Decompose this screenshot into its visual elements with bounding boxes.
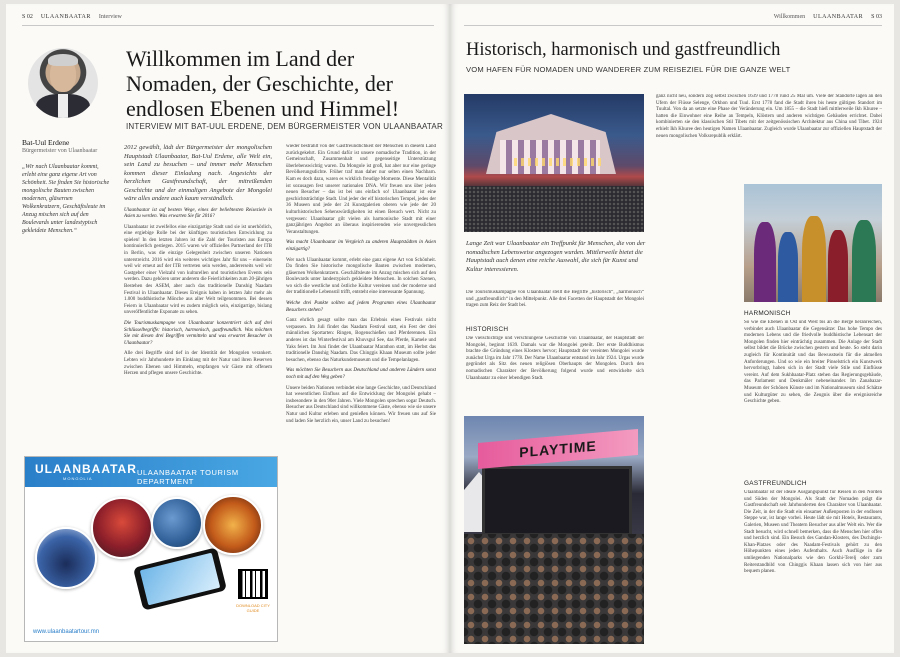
intro-paragraph: Die Tourismuskampagne von Ulaanbaatar stellt die Begriffe „historisch“, „harmonisch“ und „gastfreundlich“ in den Mittelpunkt. Alle drei Facetten der Hauptstadt der Mongolei tragen zum Reiz der Stadt bei.	[466, 290, 644, 309]
section-heading-historisch: HISTORISCH	[466, 326, 509, 333]
header-section: Interview	[98, 14, 122, 20]
historisch-paragraph: Die vielschichtige und verschlungene Geschichte von Ulaanbaatar, der Hauptstadt der Mongolei, beginnt 1639. Damals war die Mongolei geteilt. Der erste Buddhismus brachte die Gründung eines Klosters hervor; Hauptstadt der vereinten Mongolei wurde zunächst Urga im Jahr 1778. Der Name Ulaanbaatar entstand im Jahr 1924. Urgas wurde gegründet als Sitz des neuen religiösen Oberhaupts der Mongolen. Durch den nomadischen Charakter der Bevölkerung folgend wurde und entwickelte sich Ulaanbaatar zu einer lebendigen Stadt.	[466, 336, 644, 381]
ad-department: ULAANBAATAR TOURISM DEPARTMENT	[137, 468, 239, 486]
feature-subtitle: VOM HAFEN FÜR NOMADEN UND WANDERER ZUM REISEZIEL FÜR DIE GANZE WELT	[466, 65, 791, 74]
qr-code[interactable]	[238, 569, 268, 599]
page-number: S 02	[22, 14, 33, 20]
concert-photo	[464, 416, 644, 644]
theater-photo	[464, 94, 644, 232]
interview-answer: Wer nach Ulaanbaatar kommt, erlebt eine ganz eigene Art von Schönheit. Da finden Sie historische mongolische Bauten zwischen modernen, gläsernen Wolkenkratzern. Geschäftsleute im Anzug mischen sich auf den Boulevards unter landestypisch gekleidete Menschen. In solchen Szenen, wo sich die westliche und östliche Kultur vereinen und der moderne und der traditionelle Lebensstil trifft, entsteht eine interessante Spannung.	[286, 257, 436, 296]
tourism-advertisement[interactable]	[24, 456, 278, 642]
intro-text	[466, 290, 644, 314]
feature-title: Historisch, harmonisch und gastfreundlich	[466, 40, 781, 60]
qr-label: DOWNLOAD CITY GUIDE	[236, 603, 270, 613]
concert-banner-text: PLAYTIME	[478, 429, 638, 469]
ad-phone-graphic	[133, 547, 227, 610]
left-page-header	[22, 14, 122, 20]
interview-answer: Alle drei Begriffe sind tief in der Identität der Mongolen verankert. Lebten wir Jahrhunderte im Einklang mit der Natur und ihren Reserven zwischen Ebenen und Himmeln, empfangen wir Gäste mit offenem Herzen und pflegen unsere Geschichte.	[124, 351, 272, 377]
dancers-photo	[744, 184, 882, 302]
lead-paragraph: 2012 gewählt, lädt der Bürgermeister der mongolischen Hauptstadt Ulaanbaatar, Bat-Uul Erdene, alle Welt ein, sein Land zu besuchen – und immer mehr Menschen kommen dieser Einladung nach. Angesichts der herzlichen Gastfreundschaft, der mitreißenden Geschichte und der einmaligen Angebote der Mongolei wäre alles andere auch kaum verständlich.	[124, 144, 272, 202]
header-divider	[464, 25, 882, 26]
header-section: Willkommen	[773, 14, 806, 20]
interview-question: Die Tourismuskampagne von Ulaanbaatar konzentriert sich auf drei Schlüsselbegriffe: historisch, harmonisch, gastfreundlich. Was möchten Sie mit diesen drei Begriffen vermitteln und was erwartet Besucher in Ulaanbaatar?	[124, 321, 272, 346]
mayor-portrait	[28, 48, 98, 118]
right-page	[450, 4, 894, 653]
article-subtitle: INTERVIEW MIT BAT-UUL ERDENE, DEM BÜRGERMEISTER VON ULAANBAATAR	[126, 122, 443, 131]
ad-photo-temple	[203, 495, 263, 555]
ad-photo-culture	[91, 497, 153, 559]
page-number: S 03	[871, 14, 882, 20]
gastfreundlich-paragraph: Ulaanbaatar ist der ideale Ausgangspunkt für Reisen in den Norden und Süden der Mongolei. Als Stadt der Nomaden prägt die Gastfreundschaft seit Jahrhunderten den Charakter von Ulaanbaatar. Die Zeit, in der die Stadt ein einsamer Außenposten in der endlosen Steppe war, ist lange vorbei. Heute lädt sie mit Hotels, Restaurants, Galerien, Museen und Theatern Besucher aus aller Welt ein. Wer die Stadt besucht, wird schnell bemerken, dass die Menschen hier offen und herzlich sind. Ein Besuch des Gandan-Klosters, des Dschingis-Khan-Platzes oder des Naadam-Festivals gehört zu den Höhepunkten eines jeden Aufenthalts. Auch Ausflüge in die umliegenden Nationalparks wie den Gorkhi-Terelj oder zum Reiterstandbild von Chinggis Khaan lassen sich von hier aus bequem planen.	[744, 490, 882, 575]
magazine-spread	[6, 4, 894, 653]
ad-url[interactable]: www.ulaanbaatartour.mn	[33, 629, 100, 635]
ad-photo-person	[151, 497, 203, 549]
pull-quote: „Wir nach Ulaanbaatar kommt, erlebt eine ganz eigene Art von Schönheit. Sie finden Sie historische mongolische Bauten zwischen modernen, gläsernen Wolkenkratzern, Geschäftsleute im Anzug mischen sich auf den Boulevards unter landestypisch gekleidete Menschen.“	[22, 164, 110, 234]
interview-question: Ulaanbaatar ist auf bestem Wege, eines der beliebtesten Reiseziele in Asien zu werden. Was erwarten Sie für 2016?	[124, 207, 272, 220]
right-page-header	[774, 14, 882, 20]
article-column-2	[286, 144, 436, 644]
gastfreundlich-text	[744, 490, 882, 646]
ad-logo-sub: MONGOLIA	[63, 476, 93, 481]
harmonisch-text	[744, 320, 882, 470]
interviewee-name: Bat-Uul Erdene	[22, 138, 70, 147]
section-heading-harmonisch: HARMONISCH	[744, 310, 791, 317]
interview-question: Was macht Ulaanbaatar im Vergleich zu anderen Hauptstädten in Asien einzigartig?	[286, 240, 436, 252]
ad-logo: ULAANBAATAR	[35, 462, 137, 476]
historisch-text	[466, 336, 644, 408]
ad-photo-city	[35, 527, 97, 589]
photo-caption: Lange Zeit war Ulaanbaatar ein Treffpunkt für Menschen, die von der nomadischen Lebensweise angezogen wurden. Mittlerweile bietet die Hauptstadt auch denen eine reiche Auswahl, die sich für Kunst und Kultur interessieren.	[466, 240, 646, 273]
section-heading-gastfreundlich: GASTFREUNDLICH	[744, 480, 807, 487]
interview-answer: wieder bestrahlt von der Gastfreundlichkeit der Menschen in diesem Land zurückgekehrt. Ein Grund dafür ist unsere nomadische Tradition, in der Gemeinschaft, Zusammenhalt und gegenseitige Unterstützung überlebenswichtig waren. Da Mongole ist groß, hat aber nur eine geringe Bevölkerungsdichte. Früher traf man daher nur selten einen Nachbarn. Kam es doch dazu, waren es wirklich freudige Momente. Diese Mentalität ist sozusagen fest unserer nationalen DNA. Wir freuen uns über jeden neuen Besucher – das ist bei uns einfach so! Ulaanbaatar ist eine geschichtsträchtige Stadt. Und jeder der elf historischen Tempel, jedes der 36 Museen und jede der 24 Kunstgalerien oberen wie jede der 20 kulturhistorischen Sehenswürdigkeiten ist einen Besuch wert. Nicht zu vergessen: Ulaanbaatar gilt vielen als harmonische Stadt mit einer ganzjährigen Angebot an überaus inspirierenden wie unvergesslichen Veranstaltungen.	[286, 144, 436, 235]
article-column-1	[124, 144, 272, 444]
interview-question: Welche drei Punkte sollten auf jedem Programm eines Ulaanbaatar Besuchers stehen?	[286, 301, 436, 313]
header-brand: ULAANBAATAR	[813, 14, 864, 20]
interviewee-sidebar	[22, 139, 110, 235]
interview-answer: Ganz ehrlich gesagt sollte man das Erlebnis eines Festivals nicht verpassen. Im Juli findet das Naadam Festival statt, ein Fest der drei männlichen Sportarten: Ringen, Bogenschießen und Pferderennen. Ein anderes ist das Winterfestival am Khuvsgul See, das Pferde, Kamele und Yaks feiert. Im Juni findet der Ulaanbaatar Marathon statt, im Herbst das traditionelle Danshig Naadam. Das Chinggis Khaan Museum sollte jeder besuchen, ebenso das Naturkundemuseum und die Tempelanlagen.	[286, 318, 436, 363]
ad-banner	[25, 457, 277, 487]
left-page	[6, 4, 450, 653]
header-divider	[22, 25, 434, 26]
interview-question: Was möchten Sie Besuchern aus Deutschland und anderen Ländern sonst noch mit auf den Weg geben?	[286, 368, 436, 380]
harmonisch-paragraph: So wie die Ebenen in Ost und West bis an die Berge heranreichen, verbindet auch Ulaanbaatar die Gegensätze: Das hohe Tempo des modernen Lebens und die friedvolle buddhistische Lebensart der Mongolen finden hier einträchtig zusammen. Die Anlage der Stadt selbst bildet die Brücke zwischen gestern und heute. So steht darin zugleich für Kontinuität und das Bewusstsein für die aktuellen Anforderungen. Und so wie ein breiter Pinselstrich ein Kunstwerk hervorbringt, haben sich in der Stadt viele Stile und Einflüsse vereint. Auf dem Sukhbaatar-Platz stehen das Regierungsgebäude, das Parlament und Denkmäler nebeneinander. Im Zanabazar-Museum der Schönen Künste und im Nationalmuseum sind Schätze und Kulturgüter zu sehen, die Zeugnis über die ereignisreiche Geschichte geben.	[744, 320, 882, 405]
interviewee-role: Bürgermeister von Ulaanbaatar	[22, 148, 98, 154]
interview-answer: Unsere beiden Nationen verbindet eine lange Geschichte, und Deutschland hat wesentlichen Einfluss auf die Entwicklung der Mongolei gehabt – insbesondere in den 90er Jahren. Viele Mongolen sprechen sogar Deutsch. Besucher aus Deutschland sind willkommene Gäste, ebenso wie sie unsere Natur und Kultur erleben und genießen können. Wir freuen uns auf Sie und laden Sie herzlich ein, unser Land zu besuchen!	[286, 385, 436, 424]
header-brand: ULAANBAATAR	[40, 14, 91, 20]
continued-paragraph: ganz nicht neu, sondern zog selbst zwischen 1639 und 1778 rund 25 Mal um. Viele der Standorte lagen an den Ufern der Flüsse Selenge, Orkhon und Tuul. Erst 1778 fand die Stadt ihren bis heute gültigen Standort im Tuultal. Von da an setzte eine Phase der Veränderung ein. Um 1855 – die Stadt hieß mittlerweile Ikh Khuree – hatten die Einwohner eine Reihe an Tempeln, Klöstern und anderen wichtigen Gebäuden errichtet. Dabei kombinierten sie den klassischen Stil Tibets mit der zeitgenössischen Architektur aus China und Tibet. 1924 erhielt Ikh Khuree den heutigen Namen Ulaanbaatar. Zugleich wurde Ulaanbaatar zur offiziellen Hauptstadt der neuen mongolischen Volksrepublik erklärt.	[656, 94, 882, 139]
continued-text	[656, 94, 882, 178]
article-title: Willkommen im Land der Nomaden, der Geschichte, der endlosen Ebenen und Himmel!	[126, 46, 400, 121]
interview-answer: Ulaanbaatar ist zweifellos eine einzigartige Stadt und sie ist unerhörlich, eine ergiebige Rolle bei der künftigen touristischen Entwicklung zu spielen! In den letzten Jahren ist die Zahl der Touristen aus Europa kontinuierlich gestiegen. 2015 waren wir offizielles Partnerland der ITB in Berlin, was die einzige Gelegenheit zwischen unseren Nationen unterstreicht. 2016 wird ein weiteres wichtiges Jahr für uns – einerseits weil wir erneut auf der ITB vertreten sein werden, andererseits weil wir Gastgeber einer Vielzahl von kulturellen und touristischen Events sein werden. Dazu gehören unter anderem die Feierlichkeiten zum 20-jährigen Bestehen des ASEM, aber auch das traditionelle Danshig Naadam Festival in Ulaanbaatar. Dieses Ereignis haben in letzten Jahr mehr als 1.000 buddhistische Mönche aus aller Welt teilgenommen. Bei dessen Feiern in Ulaanbaatar wird es zudem möglich sein, einzigartige, bislang unveröffentlichte Exponate zu sehen.	[124, 224, 272, 316]
